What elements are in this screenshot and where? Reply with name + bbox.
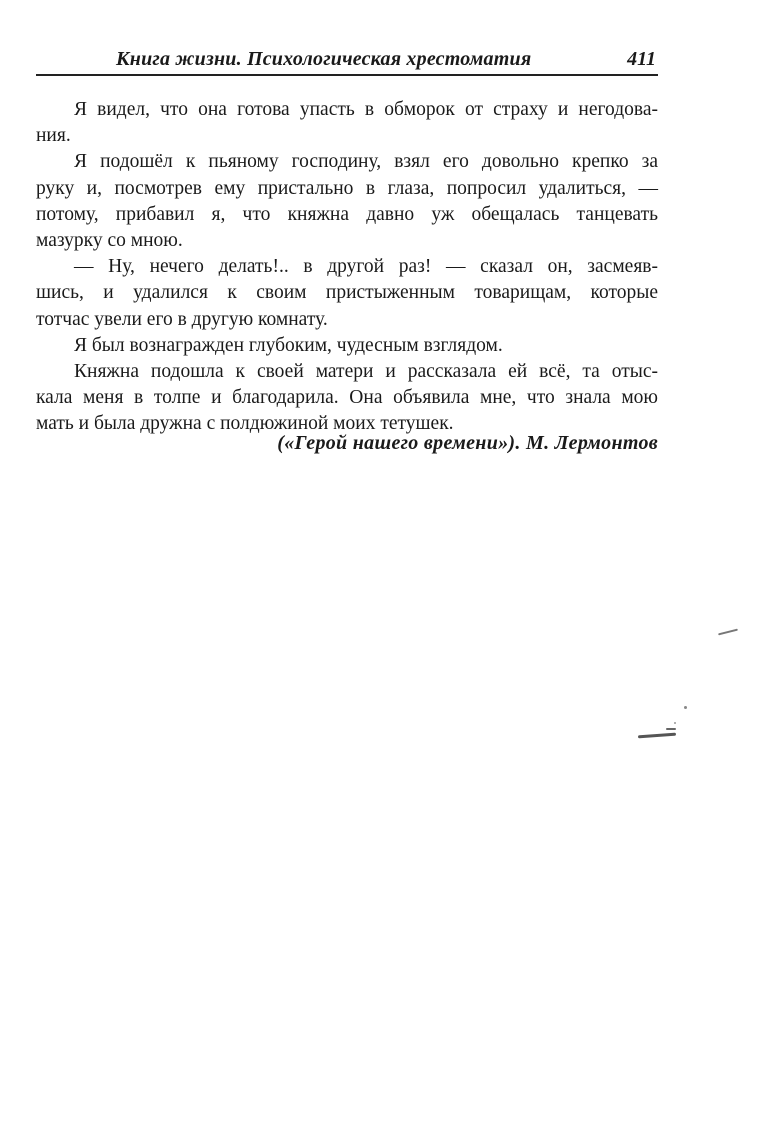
text-line: кала меня в толпе и благодарила. Она объявила мне, что знала мою	[36, 387, 658, 409]
running-header	[36, 44, 658, 76]
paragraph	[36, 359, 658, 438]
scan-speck	[674, 722, 676, 724]
attribution: («Герой нашего времени»). М. Лермонтов	[277, 432, 658, 454]
text-line: Я видел, что она готова упасть в обморок от страху и негодова-	[74, 99, 658, 120]
text-line: руку и, посмотрев ему пристально в глаза, попросил удалиться, —	[36, 177, 658, 199]
text-line: шись, и удалился к своим пристыженным товарищам, которые	[36, 282, 658, 304]
text-line: Я был вознагражден глубоким, чудесным взглядом.	[74, 334, 503, 356]
text-line: Я подошёл к пьяному господину, взял его довольно крепко за	[74, 151, 658, 173]
text-line: мазурку со мною.	[36, 229, 183, 251]
header-title: Книга жизни. Психологическая хрестоматия	[116, 48, 532, 70]
scan-speck	[666, 728, 676, 730]
text-line: Княжна подошла к своей матери и рассказала ей всё, та отыс-	[74, 360, 658, 382]
scan-speck	[684, 706, 687, 709]
paragraph	[36, 149, 658, 254]
page-number: 411	[627, 48, 656, 70]
text-line: потому, прибавил я, что княжна давно уж обещалась танцевать	[36, 203, 658, 225]
paragraph	[36, 254, 658, 333]
paragraph	[36, 333, 658, 359]
text-line: мать и была дружна с полдюжиной моих тетушек.	[36, 413, 454, 435]
text-line: ния.	[36, 125, 71, 147]
text-line: — Ну, нечего делать!.. в другой раз! — сказал он, засмеяв-	[74, 256, 658, 278]
text-line: тотчас увели его в другую комнату.	[36, 308, 328, 330]
paragraph	[36, 97, 658, 149]
scan-speck	[718, 629, 738, 636]
body-text	[36, 97, 658, 437]
scan-speck	[638, 733, 676, 739]
